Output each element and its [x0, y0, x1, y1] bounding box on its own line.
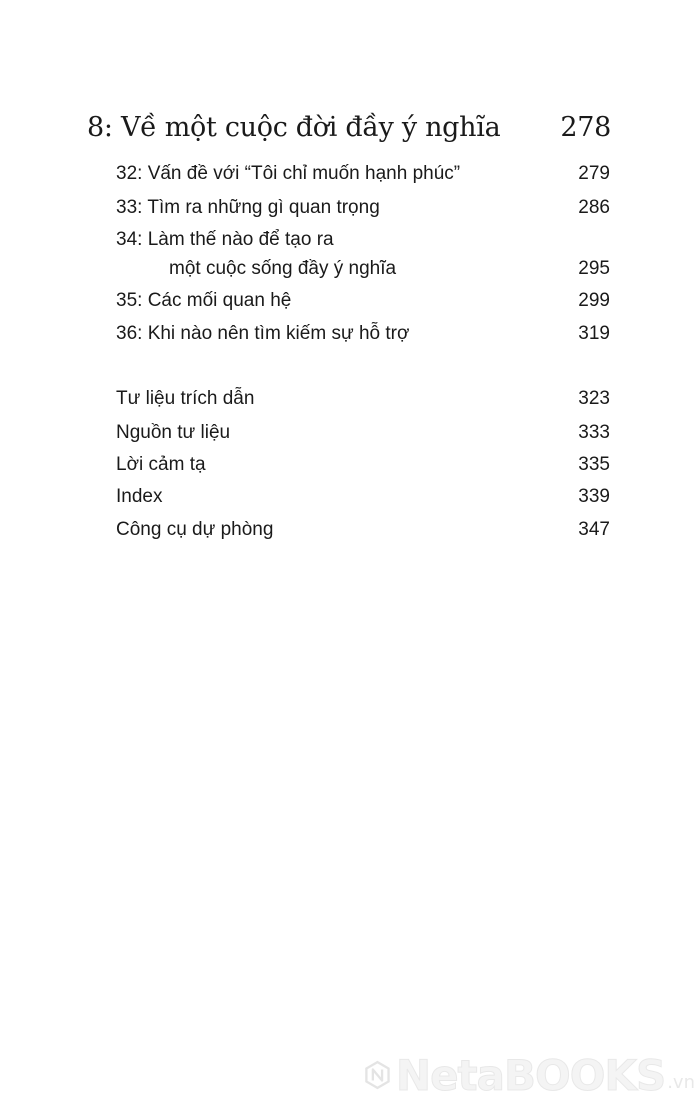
toc-entry-chapter-34-continued[interactable]: [116, 257, 610, 281]
toc-entry-chapter-33[interactable]: [116, 196, 610, 220]
toc-entry-label: 34: Làm thế nào để tạo ra: [116, 229, 334, 250]
toc-entry-label: 36: Khi nào nên tìm kiếm sự hỗ trợ: [116, 323, 410, 344]
toc-entry-sources[interactable]: [116, 421, 610, 445]
toc-entry-page: 319: [578, 323, 610, 344]
watermark-suffix: .vn: [667, 1071, 695, 1093]
toc-entry-index[interactable]: [116, 485, 610, 509]
toc-entry-backup-tools[interactable]: [116, 518, 610, 542]
toc-entry-label: Index: [116, 486, 163, 507]
netabooks-watermark: [365, 1040, 695, 1110]
part-title: 8: Về một cuộc đời đầy ý nghĩa: [87, 112, 501, 143]
toc-entry-page: 299: [578, 290, 610, 311]
toc-entry-page: 286: [578, 197, 610, 218]
part-heading: [87, 112, 611, 156]
toc-entry-label: 33: Tìm ra những gì quan trọng: [116, 197, 380, 218]
toc-entry-page: 279: [578, 163, 610, 184]
toc-entry-label: Công cụ dự phòng: [116, 519, 274, 540]
toc-entry-chapter-34[interactable]: [116, 228, 610, 252]
toc-entry-label: 32: Vấn đề với “Tôi chỉ muốn hạnh phúc”: [116, 163, 461, 184]
toc-entry-page: 335: [578, 454, 610, 475]
toc-entry-label: Tư liệu trích dẫn: [116, 388, 255, 409]
part-page-number: 278: [560, 112, 611, 143]
toc-entry-acknowledgements[interactable]: [116, 453, 610, 477]
toc-entry-page: 295: [578, 258, 610, 279]
toc-entry-page: 339: [578, 486, 610, 507]
toc-entry-page: 333: [578, 422, 610, 443]
toc-entry-chapter-36[interactable]: [116, 322, 610, 346]
watermark-brand: NetaBOOKS: [395, 1050, 666, 1100]
netabooks-logo-icon: [365, 1045, 390, 1105]
toc-entry-label-continued: một cuộc sống đầy ý nghĩa: [169, 258, 397, 279]
toc-entry-label: 35: Các mối quan hệ: [116, 290, 292, 311]
toc-entry-citations[interactable]: [116, 387, 610, 411]
toc-entry-chapter-35[interactable]: [116, 289, 610, 313]
toc-entry-page: 323: [578, 388, 610, 409]
toc-entry-label: Lời cảm tạ: [116, 454, 206, 475]
toc-entry-page: 347: [578, 519, 610, 540]
toc-entry-label: Nguồn tư liệu: [116, 422, 231, 443]
toc-entry-chapter-32[interactable]: [116, 162, 610, 186]
